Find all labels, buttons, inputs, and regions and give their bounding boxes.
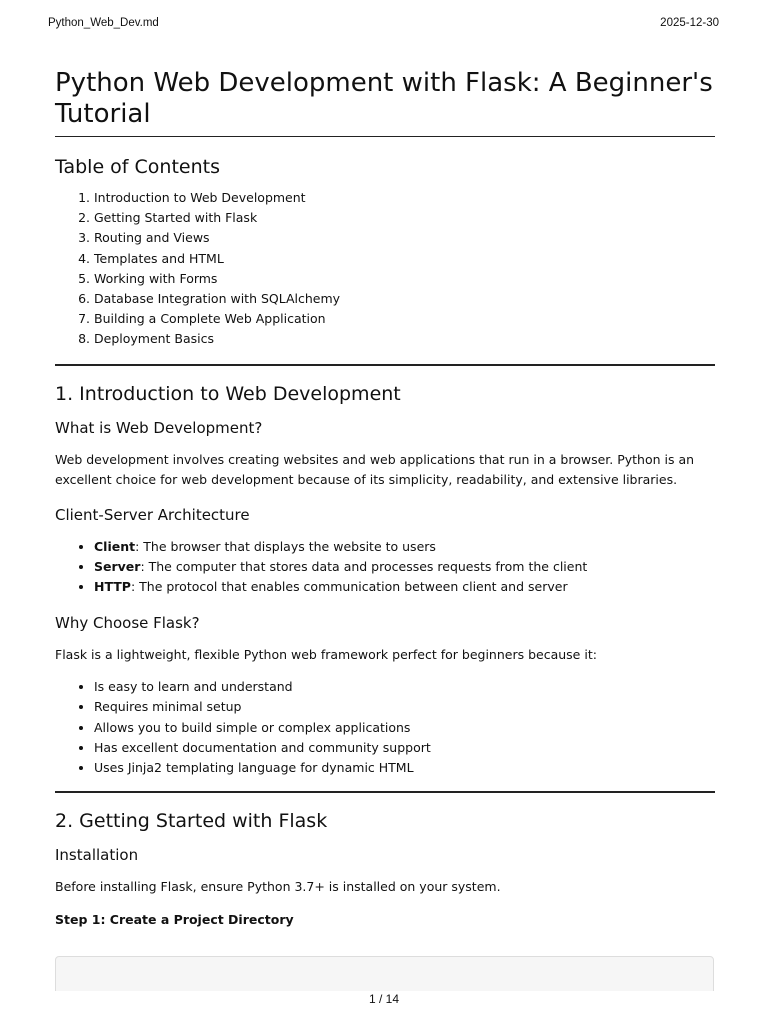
list-item: • Allows you to build simple or complex applications bbox=[94, 718, 715, 738]
print-date: 2025-12-30 bbox=[660, 17, 719, 29]
term-description: : The browser that displays the website to users bbox=[135, 538, 436, 554]
term-server: Server bbox=[94, 558, 141, 574]
toc-item: 6. Database Integration with SQLAlchemy bbox=[94, 289, 715, 309]
subheading-installation: Installation bbox=[55, 846, 139, 865]
list-item bbox=[94, 577, 715, 597]
document-title: Python Web Development with Flask: A Beginner's Tutorial bbox=[55, 68, 715, 137]
paragraph-installation: Before installing Flask, ensure Python 3.7+ is installed on your system. bbox=[55, 879, 501, 895]
list-item: • Is easy to learn and understand bbox=[94, 677, 715, 697]
toc-item: 3. Routing and Views bbox=[94, 228, 715, 248]
page-number: 1 / 14 bbox=[0, 991, 768, 1025]
toc-item: 2. Getting Started with Flask bbox=[94, 208, 715, 228]
step-heading: Step 1: Create a Project Directory bbox=[55, 912, 294, 928]
toc-heading: Table of Contents bbox=[55, 156, 220, 178]
toc-item: 1. Introduction to Web Development bbox=[94, 188, 715, 208]
list-item: • Has excellent documentation and community support bbox=[94, 738, 715, 758]
toc-item: 8. Deployment Basics bbox=[94, 329, 715, 349]
toc-list bbox=[55, 188, 715, 350]
toc-item: 5. Working with Forms bbox=[94, 269, 715, 289]
section-divider bbox=[55, 364, 715, 366]
section-divider bbox=[55, 791, 715, 793]
client-server-list bbox=[55, 537, 715, 598]
document-body bbox=[55, 68, 715, 930]
flask-benefits-list bbox=[55, 677, 715, 778]
list-item bbox=[94, 557, 715, 577]
list-item: • Uses Jinja2 templating language for dynamic HTML bbox=[94, 758, 715, 778]
term-description: : The computer that stores data and processes requests from the client bbox=[140, 558, 588, 574]
list-item: • Requires minimal setup bbox=[94, 697, 715, 717]
subheading-client-server: Client-Server Architecture bbox=[55, 505, 250, 524]
toc-item: 4. Templates and HTML bbox=[94, 249, 715, 269]
term-client: Client bbox=[94, 538, 136, 554]
paragraph-web-dev-intro: Web development involves creating websites and web applications that run in a browser. Python is an excellent choice for web development because of its simplicity, readability, and extensive libraries. bbox=[55, 451, 695, 487]
subheading-why-flask: Why Choose Flask? bbox=[55, 614, 200, 633]
subheading-what-is-web-dev: What is Web Development? bbox=[55, 418, 263, 437]
paragraph-why-flask: Flask is a lightweight, flexible Python web framework perfect for beginners because it: bbox=[55, 647, 597, 663]
term-http: HTTP bbox=[94, 579, 131, 595]
section-heading-intro: 1. Introduction to Web Development bbox=[55, 382, 401, 405]
list-item bbox=[94, 537, 715, 557]
print-header bbox=[48, 17, 719, 29]
toc-item: 7. Building a Complete Web Application bbox=[94, 309, 715, 329]
section-heading-getting-started: 2. Getting Started with Flask bbox=[55, 810, 328, 833]
document-filename: Python_Web_Dev.md bbox=[48, 17, 159, 29]
term-description: : The protocol that enables communication between client and server bbox=[130, 579, 568, 595]
